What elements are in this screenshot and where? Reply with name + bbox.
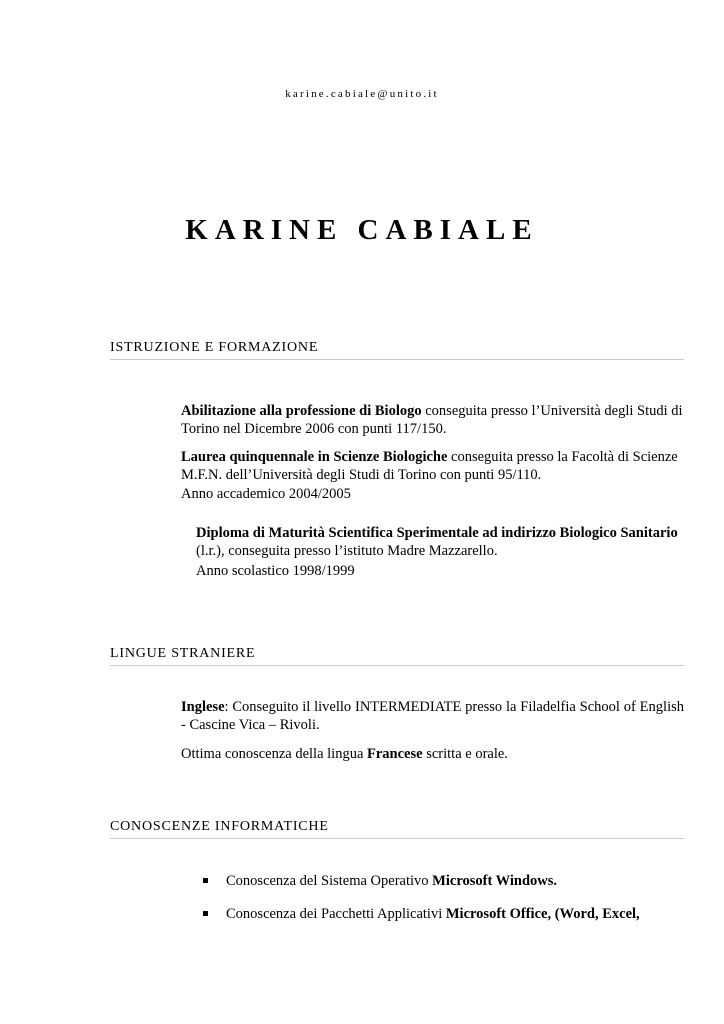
section-title-education: ISTRUZIONE E FORMAZIONE [110,340,684,360]
section-title-languages: LINGUE STRANIERE [110,646,684,666]
skill-text: Conoscenza dei Pacchetti Applicativi [226,906,446,922]
skill-name: Microsoft Windows. [432,873,558,889]
education-item-year: Anno scolastico 1998/1999 [196,563,355,579]
education-item-laurea [181,448,684,503]
language-english [181,698,684,734]
education-item-diploma [196,524,686,580]
education-item-title: Diploma di Maturità Scientifica Sperimentale ad indirizzo Biologico Sanitario [196,525,678,541]
education-item-year: Anno accademico 2004/2005 [181,486,351,502]
language-text: : Conseguito il livello INTERMEDIATE presso la Filadelfia School of English - Cascine Vica – Rivoli. [181,699,684,733]
language-text: Ottima conoscenza della lingua [181,746,368,762]
section-title-computer: CONOSCENZE INFORMATICHE [110,819,684,839]
language-name: Inglese [181,699,225,715]
education-item-text: (l.r.), conseguita presso l’istituto Madre Mazzarello. [196,543,498,559]
education-item-title: Abilitazione alla professione di Biologo [181,403,422,419]
list-item [203,872,684,890]
computer-skills-list [203,872,684,938]
education-item-title: Laurea quinquennale in Scienze Biologiche [181,449,448,465]
education-item-abilitazione [181,402,684,438]
education-item-text: conseguita presso la Facoltà di Scienze M.F.N. dell’Università degli Studi di Torino con punti 95/110. [181,449,678,483]
language-text: scritta e orale. [422,746,508,762]
list-item [203,905,684,923]
language-name: Francese [367,746,423,762]
skill-text: Conoscenza del Sistema Operativo [226,873,433,889]
language-french [181,745,684,763]
skill-name: Microsoft Office, (Word, Excel, [445,906,640,922]
education-item-text: conseguita presso l’Università degli Studi di Torino nel Dicembre 2006 con punti 117/150. [181,403,683,437]
email-address: karine.cabiale@unito.it [285,88,439,100]
person-name: KARINE CABIALE [185,214,539,246]
